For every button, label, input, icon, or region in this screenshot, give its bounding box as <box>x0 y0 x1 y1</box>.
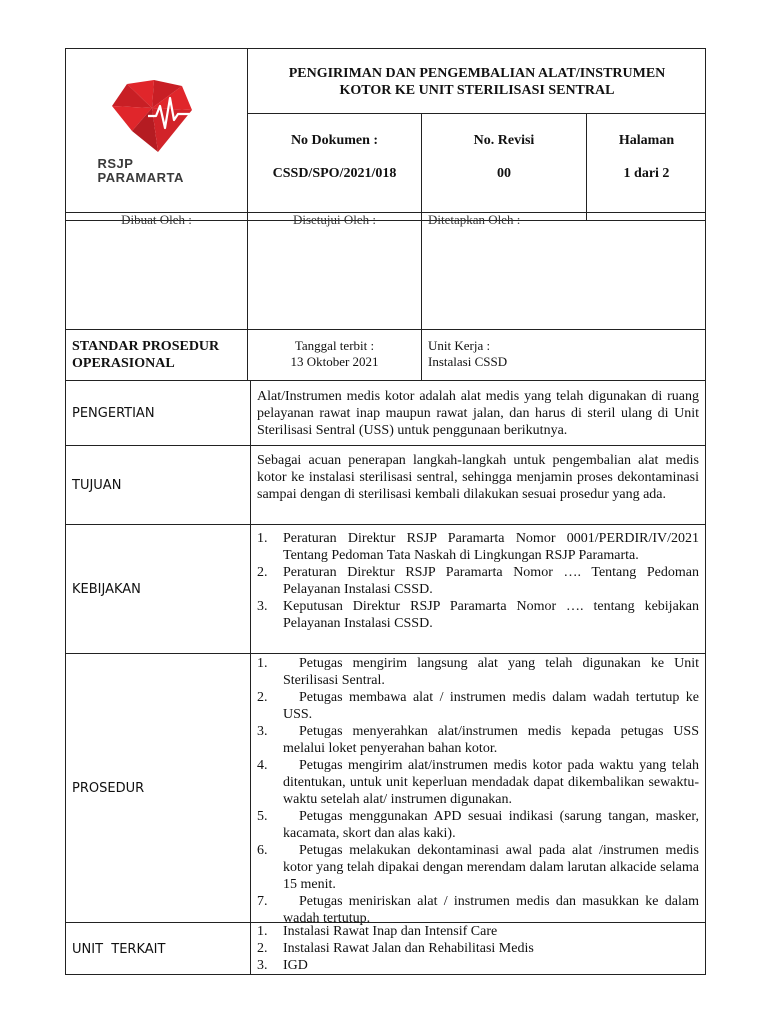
unit-terkait-item-text: Instalasi Rawat Inap dan Intensif Care <box>283 924 498 939</box>
issue-date-label: Tanggal terbit : <box>294 338 375 353</box>
heart-logo-icon <box>92 76 222 156</box>
work-unit-label: Unit Kerja : <box>428 338 491 353</box>
unit-terkait-item-number: 1. <box>257 924 268 939</box>
spo-title-line-2: OPERASIONAL <box>72 356 175 371</box>
prosedur-item-text: Petugas meniriskan alat / instrumen medis dan masukkan ke dalam wadah tertutup. <box>283 894 699 926</box>
prosedur-item-number: 1. <box>257 656 268 671</box>
kebijakan-item <box>255 530 699 564</box>
pengertian-label: PENGERTIAN <box>72 405 155 421</box>
prosedur-item-number: 7. <box>257 894 268 909</box>
work-unit-value: Instalasi CSSD <box>428 354 508 369</box>
unit-terkait-item <box>255 957 699 974</box>
unit-terkait-item-text: IGD <box>283 958 308 973</box>
prosedur-item <box>255 808 699 842</box>
kebijakan-item-text: Peraturan Direktur RSJP Paramarta Nomor …. Tentang Pedoman Pelayanan Instalasi CSSD. <box>283 565 699 597</box>
spo-title <box>72 338 247 372</box>
signature-made-by <box>66 221 247 329</box>
logo-cell <box>66 49 247 212</box>
pengertian-text: Alat/Instrumen medis kotor adalah alat medis yang telah digunakan di ruang pelayanan rawat inap maupun rawat jalan, dan harus di steril ulang di Unit Sterilisasi Sentral (USS) untuk penggunaan berikutnya. <box>257 389 699 438</box>
made-by-label: Dibuat Oleh : <box>121 212 192 227</box>
page-value: 1 dari 2 <box>623 166 670 181</box>
prosedur-item-text: Petugas membawa alat / instrumen medis dalam wadah tertutup ke USS. <box>283 690 699 722</box>
kebijakan-item-number: 1. <box>257 531 268 546</box>
tujuan-label: TUJUAN <box>72 477 122 493</box>
revision-label: No. Revisi <box>473 133 535 148</box>
prosedur-item <box>255 842 699 893</box>
page-label: Halaman <box>618 133 675 148</box>
prosedur-item-text: Petugas menggunakan APD sesuai indikasi (sarung tangan, masker, kacamata, skort dan alas kaki). <box>283 809 699 841</box>
prosedur-item-number: 2. <box>257 690 268 705</box>
prosedur-item-number: 4. <box>257 758 268 773</box>
kebijakan-label: KEBIJAKAN <box>72 581 141 597</box>
unit-terkait-label: UNIT TERKAIT <box>72 941 166 957</box>
doc-number-label: No Dokumen : <box>290 133 379 148</box>
prosedur-item-text: Petugas melakukan dekontaminasi awal pada alat /instrumen medis kotor yang telah dipakai dengan merendam dalam larutan alkacide selama 15 menit. <box>283 843 699 892</box>
unit-terkait-item <box>255 940 699 957</box>
rsjp-logo <box>92 76 222 186</box>
prosedur-item-text: Petugas mengirim langsung alat yang telah digunakan ke Unit Sterilisasi Sentral. <box>283 656 699 688</box>
kebijakan-list <box>255 530 699 632</box>
kebijakan-item-text: Keputusan Direktur RSJP Paramarta Nomor …. tentang kebijakan Pelayanan Instalasi CSSD. <box>283 599 699 631</box>
tujuan-text: Sebagai acuan penerapan langkah-langkah untuk pengembalian alat medis kotor ke instalasi sterilisasi sentral, sehingga menjamin proses dekontaminasi sampai dengan di sterilisasi kembali dilakukan sesuai prosedur yang ada. <box>257 453 699 502</box>
revision-value: 00 <box>497 166 511 181</box>
work-unit-block <box>428 338 698 370</box>
prosedur-list <box>255 655 699 927</box>
prosedur-item <box>255 689 699 723</box>
unit-terkait-item-text: Instalasi Rawat Jalan dan Rehabilitasi Medis <box>283 941 534 956</box>
unit-terkait-item <box>255 923 699 940</box>
unit-terkait-item-number: 3. <box>257 958 268 973</box>
doc-number-value: CSSD/SPO/2021/018 <box>272 166 397 181</box>
logo-text-paramarta: PARAMARTA <box>97 169 184 185</box>
prosedur-item <box>255 757 699 808</box>
kebijakan-item-text: Peraturan Direktur RSJP Paramarta Nomor 0001/PERDIR/IV/2021 Tentang Pedoman Tata Naskah di Lingkungan RSJP Paramarta. <box>283 531 699 563</box>
prosedur-item-number: 6. <box>257 843 268 858</box>
kebijakan-item-number: 3. <box>257 599 268 614</box>
title-line-1: PENGIRIMAN DAN PENGEMBALIAN ALAT/INSTRUMEN <box>288 66 666 81</box>
prosedur-item-number: 3. <box>257 724 268 739</box>
prosedur-label: PROSEDUR <box>72 780 145 796</box>
prosedur-item <box>255 723 699 757</box>
issue-date-block <box>248 338 421 370</box>
kebijakan-item <box>255 564 699 598</box>
kebijakan-item-number: 2. <box>257 565 268 580</box>
prosedur-item-text: Petugas menyerahkan alat/instrumen medis kepada petugas USS melalui loket penyerahan bahan kotor. <box>283 724 699 756</box>
signature-approved-by <box>248 221 421 329</box>
document-title <box>248 52 706 112</box>
spo-title-line-1: STANDAR PROSEDUR <box>72 339 220 354</box>
unit-terkait-list <box>255 923 699 974</box>
issue-date-value: 13 Oktober 2021 <box>290 354 379 369</box>
prosedur-item-number: 5. <box>257 809 268 824</box>
kebijakan-item <box>255 598 699 632</box>
established-by-label: Ditetapkan Oleh : <box>428 212 521 227</box>
prosedur-item-text: Petugas mengirim alat/instrumen medis kotor pada waktu yang telah ditentukan, untuk unit keperluan mendadak dapat dikembalikan sewaktu-waktu setelah alat/ instrumen digunakan. <box>283 758 699 807</box>
prosedur-item <box>255 655 699 689</box>
unit-terkait-item-number: 2. <box>257 941 268 956</box>
signature-established-by <box>422 221 706 329</box>
title-line-2: KOTOR KE UNIT STERILISASI SENTRAL <box>339 83 615 98</box>
logo-text-rsjp: RSJP <box>97 155 134 171</box>
approved-by-label: Disetujui Oleh : <box>292 212 377 227</box>
